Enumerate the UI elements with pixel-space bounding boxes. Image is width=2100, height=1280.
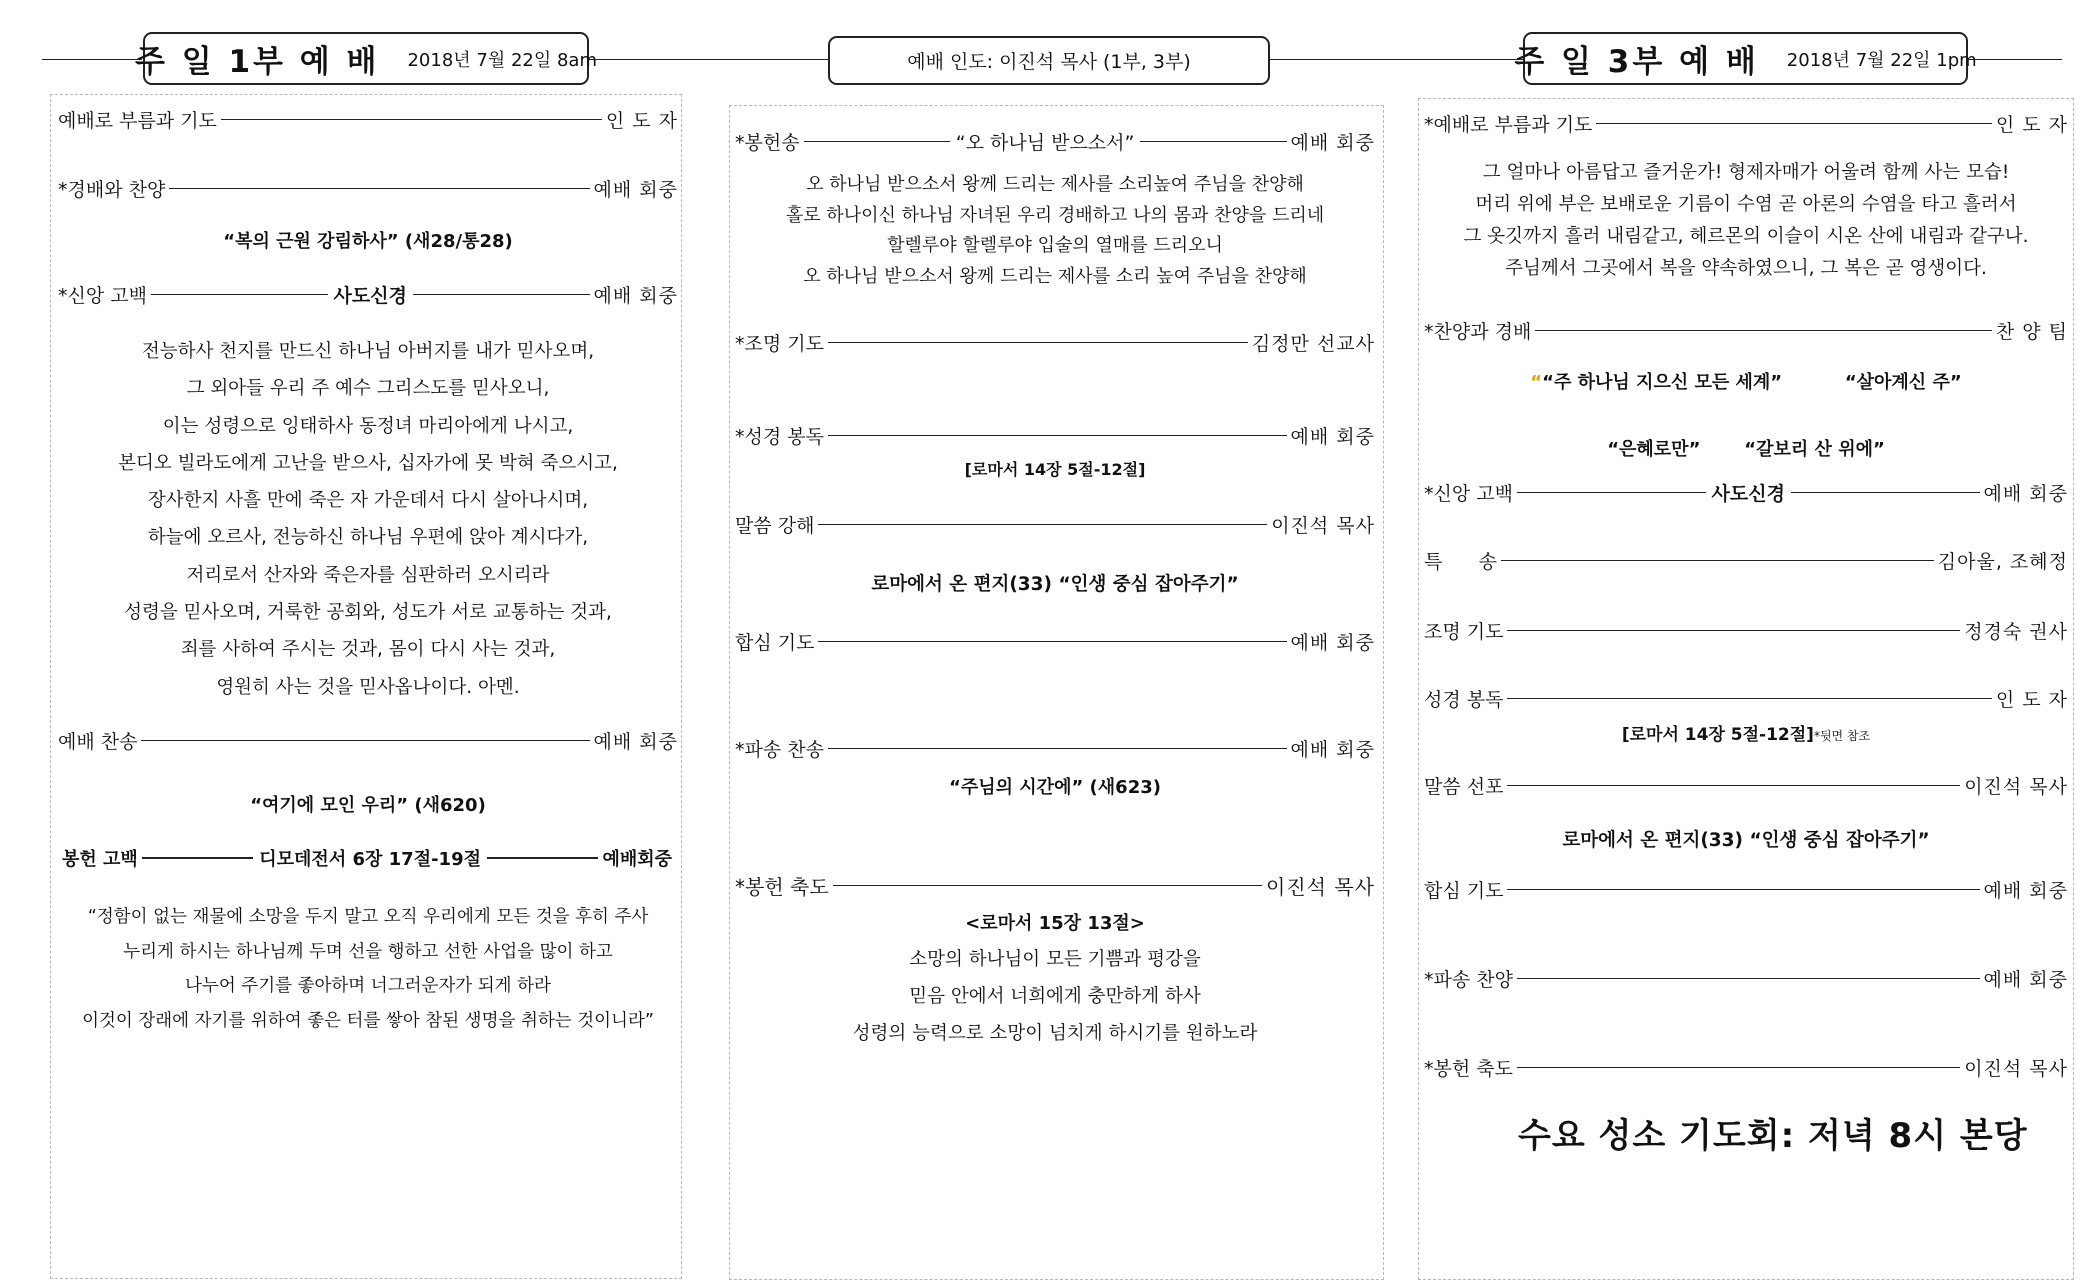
order-benediction-3: *봉헌 축도 이진석 목사	[1424, 1054, 2068, 1081]
praise-songs-row-2: “은혜로만” “갈보리 산 위에”	[1607, 439, 1885, 460]
order-unison-prayer: 합심 기도 예배 회중	[735, 628, 1375, 655]
praise-song-title: “복의 근원 강림하사” (새28/통28)	[223, 231, 513, 252]
service-3-title: 주 일 3부 예 배	[1514, 44, 1759, 80]
header-leader	[828, 36, 1270, 85]
order-illumination-prayer-3: 조명 기도 정경숙 권사	[1424, 617, 2068, 644]
order-sermon: 말씀 강해 이진석 목사	[735, 511, 1375, 538]
header-rule-mid-left	[586, 59, 829, 60]
worship-leader: 예배 인도: 이진석 목사 (1부, 3부)	[907, 51, 1191, 73]
order-call-to-worship-3: *예배로 부름과 기도 인 도 자	[1424, 110, 2068, 137]
praise-songs-row-1: ““주 하나님 지으신 모든 세계” “살아계신 주”	[1530, 372, 1962, 393]
service-3-date: 2018년 7월 22일 1pm	[1786, 49, 1977, 71]
order-praise-3: *찬양과 경배 찬 양 팀	[1424, 317, 2068, 344]
service-1-date: 2018년 7월 22일 8am	[407, 49, 597, 71]
offering-song-lyrics: 오 하나님 받으소서 왕께 드리는 제사를 소리높여 주님을 찬양해 홀로 하나이신 하나님 자녀된 우리 경배하고 나의 몸과 찬양을 드리네 할렐루야 할렐루야 입술의 열매를 드리오니 오 하나님 받으소서 왕께 드리는 제사를 소리 높여 주님을 찬양해	[785, 174, 1325, 287]
header-rule-right	[1966, 59, 2062, 60]
apostles-creed-text: 전능하사 천지를 만드신 하나님 아버지를 내가 믿사오며, 그 외아들 우리 주 예수 그리스도를 믿사오니, 이는 성령으로 잉태하사 동정녀 마리아에게 나시고, 본디오 빌라도에게 고난을 받으사, 십자가에 못 박혀 죽으시고, 장사한지 사흘 만에 죽은 자 가운데서 다시 살아나시며, 하늘에 오르사, 전능하신 하나님 우편에 앉아 계시다가, 저리로서 산자와 죽은자를 심판하러 오시리라 성령을 믿사오며, 거룩한 공회와, 성도가 서로 교통하는 것과, 죄를 사하여 주시는 것과, 몸이 다시 사는 것과, 영원히 사는 것을 믿사옵나이다. 아멘.	[118, 341, 618, 698]
header-service-3	[1514, 32, 1977, 85]
service-1-title: 주 일 1부 예 배	[135, 44, 380, 80]
psalm-text: 그 얼마나 아름답고 즐거운가! 형제자매가 어울려 함께 사는 모습! 머리 위에 부은 보배로운 기름이 수염 곧 아론의 수염을 타고 흘러서 그 옷깃까지 흘러 내림같고, 헤르몬의 이슬이 시온 산에 내림과 같구나. 주님께서 그곳에서 복을 약속하였으니, 그 복은 곧 영생이다.	[1463, 162, 2029, 279]
wednesday-prayer-notice: 수요 성소 기도회: 저녁 8시 본당	[1518, 1116, 2028, 1156]
order-hymn: 예배 찬송 예배 회중	[58, 727, 678, 754]
header-rule-mid-right	[1268, 59, 1525, 60]
order-creed-3: *신앙 고백 사도신경 예배 회중	[1424, 479, 2068, 506]
order-offering-song: *봉헌송 “오 하나님 받으소서” 예배 회중	[735, 128, 1375, 155]
header-rule-left	[42, 59, 142, 60]
order-sending-song-3: *파송 찬양 예배 회중	[1424, 965, 2068, 992]
order-special-song: 특 송 김아울, 조혜정	[1424, 547, 2068, 574]
offering-scripture-text: “정함이 없는 재물에 소망을 두지 말고 오직 우리에게 모든 것을 후히 주사 누리게 하시는 하나님께 두며 선을 행하고 선한 사업을 많이 하고 나누어 주기를 좋아하며 너그러운자가 되게 하라 이것이 장래에 자기를 위하여 좋은 터를 쌓아 참된 생명을 취하는 것이니라”	[82, 907, 654, 1031]
order-illumination-prayer: *조명 기도 김정만 선교사	[735, 329, 1375, 356]
benediction-text: 소망의 하나님이 모든 기쁨과 평강을 믿음 안에서 너희에게 충만하게 하사 성령의 능력으로 소망이 넘치게 하시기를 원하노라	[852, 949, 1258, 1044]
scripture-reference-3: [로마서 14장 5절-12절]*뒷면 참조	[1621, 725, 1871, 745]
order-scripture-reading: *성경 봉독 예배 회중	[735, 422, 1375, 449]
sermon-title: 로마에서 온 편지(33) “인생 중심 잡아주기”	[871, 574, 1239, 595]
see-back-note: *뒷면 참조	[1813, 729, 1871, 743]
order-sending-hymn: *파송 찬송 예배 회중	[735, 735, 1375, 762]
benediction-reference: <로마서 15장 13절>	[965, 913, 1145, 934]
order-praise: *경배와 찬양 예배 회중	[58, 175, 678, 202]
hymn-title: “여기에 모인 우리” (새620)	[250, 795, 486, 816]
order-scripture-reading-3: 성경 봉독 인 도 자	[1424, 685, 2068, 712]
sermon-title-3: 로마에서 온 편지(33) “인생 중심 잡아주기”	[1562, 830, 1930, 851]
order-offering-confession: 봉헌 고백 디모데전서 6장 17절-19절 예배회중	[62, 845, 672, 871]
header-service-1	[135, 32, 597, 85]
order-creed: *신앙 고백 사도신경 예배 회중	[58, 281, 678, 308]
order-call-to-worship: 예배로 부름과 기도 인 도 자	[58, 106, 678, 133]
order-benediction: *봉헌 축도 이진석 목사	[735, 871, 1375, 900]
order-sermon-3: 말씀 선포 이진석 목사	[1424, 772, 2068, 799]
order-unison-prayer-3: 합심 기도 예배 회중	[1424, 876, 2068, 903]
highlight-mark: “	[1530, 372, 1543, 393]
sending-hymn-title: “주님의 시간에” (새623)	[949, 777, 1161, 798]
scripture-reference: [로마서 14장 5절-12절]	[964, 460, 1146, 479]
